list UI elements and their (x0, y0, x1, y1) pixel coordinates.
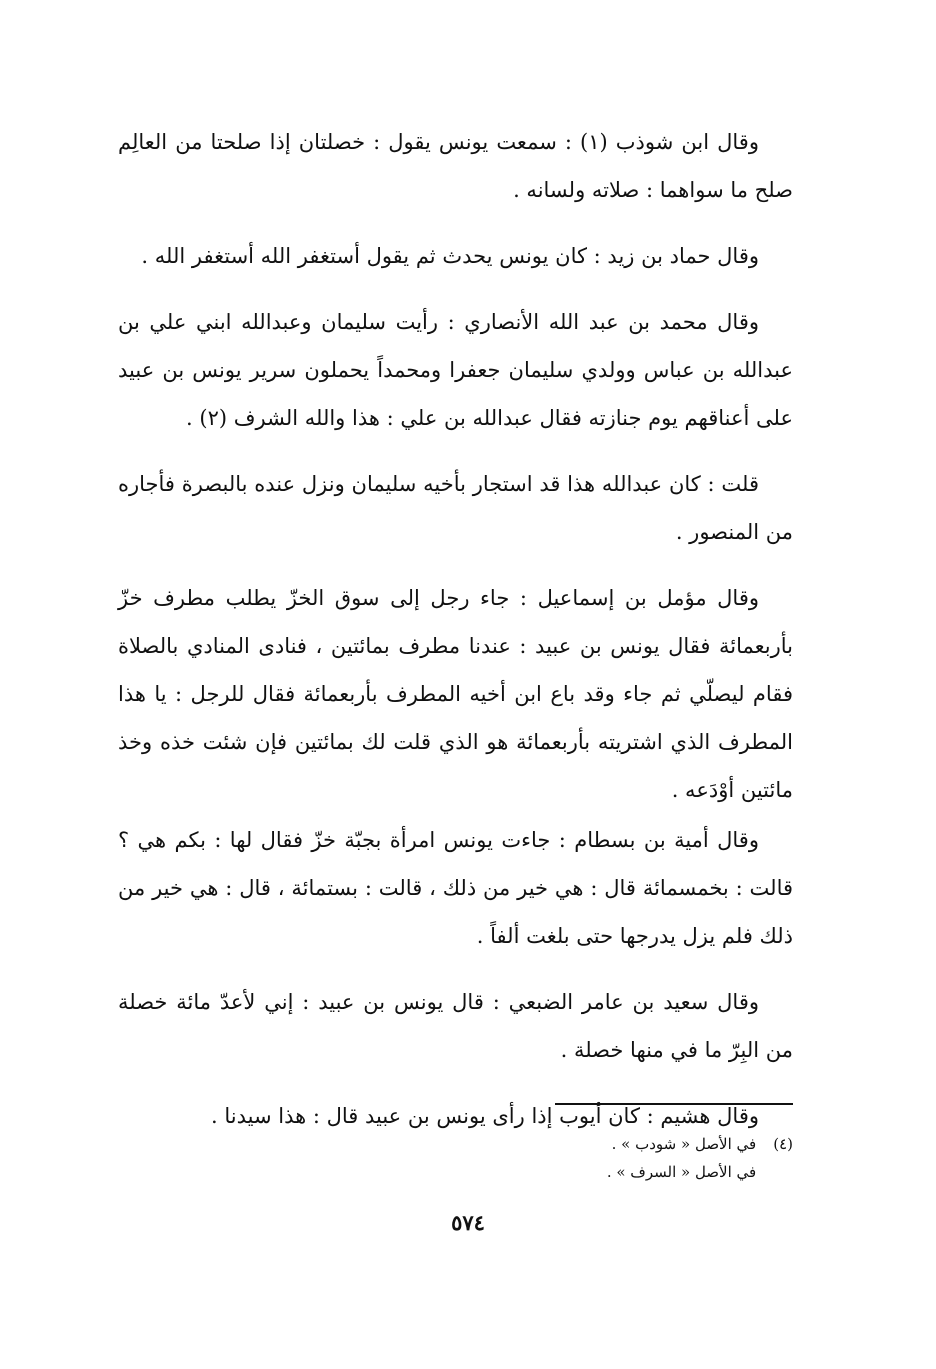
paragraph: وقال ابن شوذب (١) : سمعت يونس يقول : خصلتان إذا صلحتا من العالِم صلح ما سواهما : صلاته ولسانه . (118, 130, 793, 202)
footnote-divider (555, 1103, 793, 1105)
paragraph: وقال مؤمل بن إسماعيل : جاء رجل إلى سوق الخزّ يطلب مطرف خزّ بأربعمائة فقال يونس بن عبيد : عندنا مطرف بمائتين ، فنادى المنادي بالصلاة فقام ليصلّي ثم جاء وقد باع ابن أخيه المطرف بأربعمائة فقال للرجل : يا هذا المطرف الذي اشتريته بأربعمائة هو الذي قلت لك بمائتين فإن شئت خذه وخذ مائتين أوْدَعه . (118, 586, 793, 802)
body-text (118, 118, 793, 1140)
footnote-number: (٤) (773, 1135, 793, 1153)
footnote-text: في الأصل « شودب » . (611, 1135, 757, 1153)
paragraph: وقال حماد بن زيد : كان يونس يحدث ثم يقول أستغفر الله أستغفر الله . (141, 244, 759, 268)
footnotes (520, 1130, 793, 1186)
paragraph: وقال محمد بن عبد الله الأنصاري : رأيت سليمان وعبدالله ابني علي بن عبدالله بن عباس وولدي سليمان جعفرا ومحمداً يحملون سرير يونس بن عبيد على أعناقهم يوم جنازته فقال عبدالله بن علي : هذا والله الشرف (٢) . (118, 310, 793, 430)
paragraph: وقال أمية بن بسطام : جاءت يونس امرأة بجبّة خزّ فقال لها : بكم هي ؟ قالت : بخمسمائة قال : هي خير من ذلك ، قالت : بستمائة ، قال : هي خير من ذلك فلم يزل يدرجها حتى بلغت ألفاً . (118, 828, 793, 948)
paragraph: قلت : كان عبدالله هذا قد استجار بأخيه سليمان ونزل عنده بالبصرة فأجاره من المنصور . (118, 472, 793, 544)
footnote-text: في الأصل « السرف » . (606, 1163, 757, 1181)
paragraph: وقال سعيد بن عامر الضبعي : قال يونس بن عبيد : إني لأعدّ مائة خصلة من البِرّ ما في منها خصلة . (118, 990, 793, 1062)
page-number: ٥٧٤ (451, 1210, 485, 1235)
footnote (520, 1130, 793, 1158)
paragraph: وقال هشيم : كان أيوب إذا رأى يونس بن عبيد قال : هذا سيدنا . (211, 1104, 759, 1128)
footnote (520, 1158, 793, 1186)
